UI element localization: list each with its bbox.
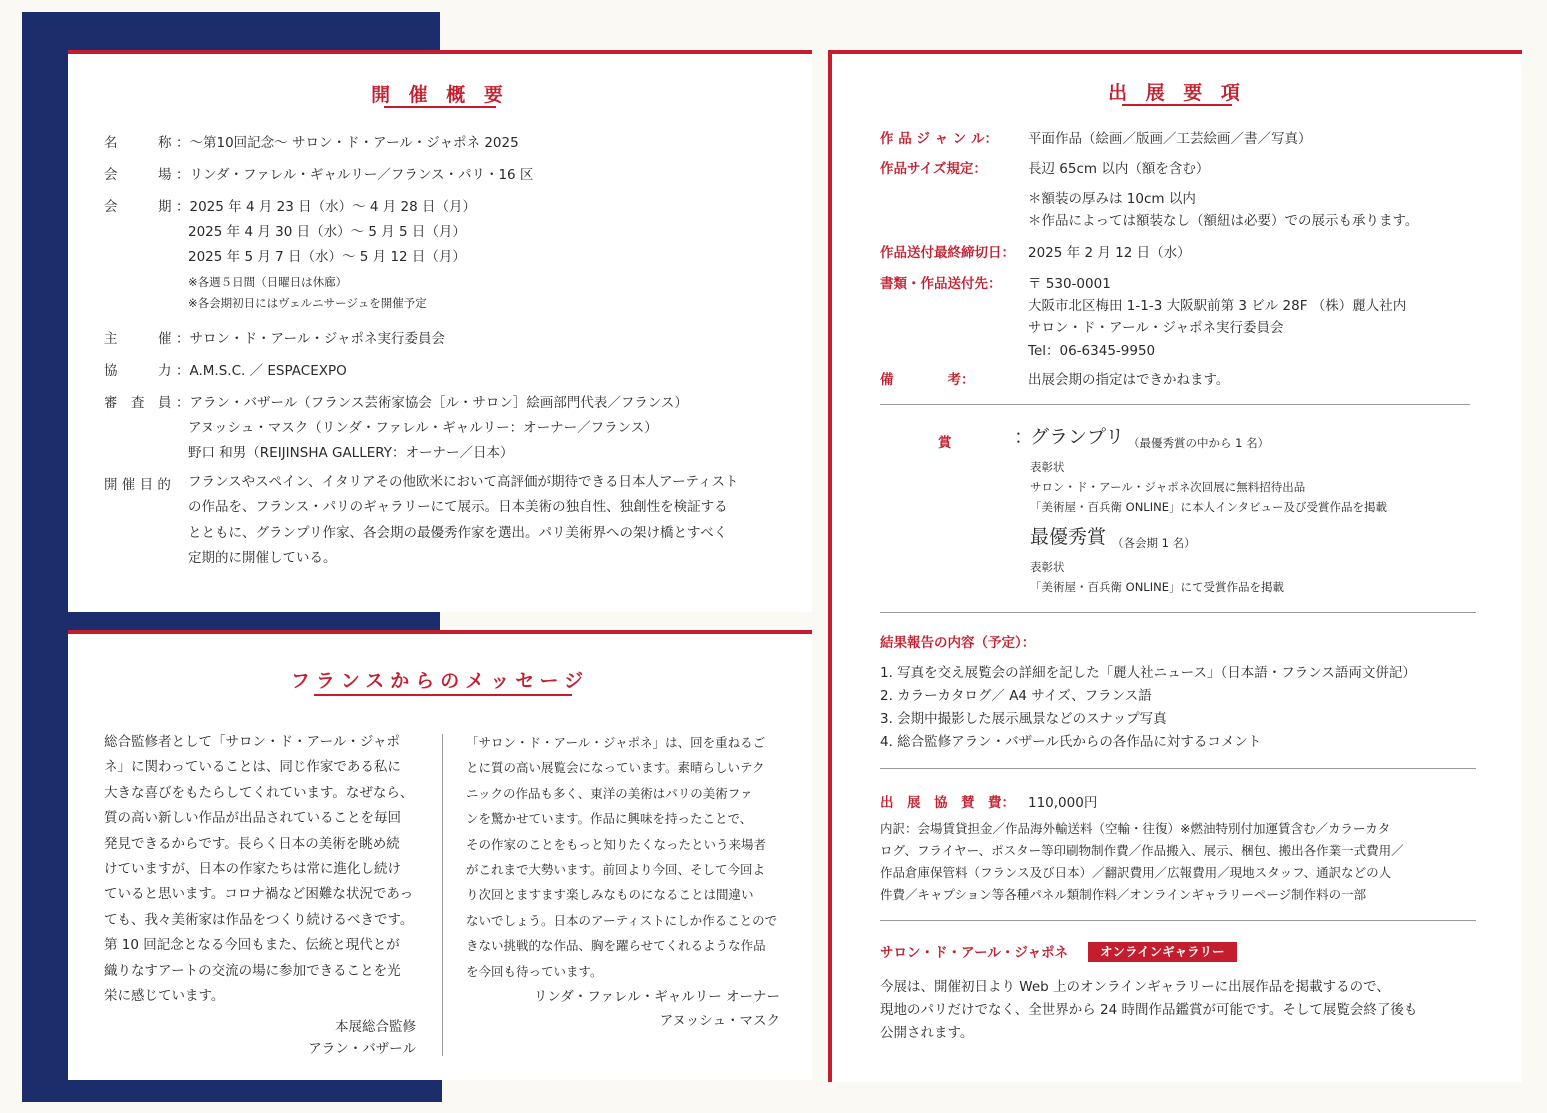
grand-prix-item: 表彰状	[1030, 460, 1065, 474]
message-left-sign-role: 本展総合監修	[335, 1019, 416, 1035]
deadline-label: 作品送付最終締切日：	[880, 245, 1015, 261]
overview-value-name: ：～第10回記念～ サロン・ド・アール・ジャポネ 2025	[176, 135, 519, 151]
overview-judge-2: アヌッシュ・マスク（リンダ・ファレル・ギャルリー：オーナー／フランス）	[188, 420, 658, 436]
address-line: 〒 530-0001	[1028, 276, 1111, 292]
overview-title: 開 催 概 要	[371, 84, 509, 106]
report-item: 2. カラーカタログ／ A4 サイズ、フランス語	[880, 688, 1152, 704]
overview-judge-1: ：アラン・バザール（フランス芸術家協会［ル・サロン］絵画部門代表／フランス）	[176, 395, 688, 411]
overview-period-note-2: ※各会期初日にはヴェルニサージュを開催予定	[188, 296, 427, 310]
best-award-note: （各会期 1 名）	[1112, 536, 1196, 550]
message-left-line: ても、我々美術家は作品をつくり続けるべきです。	[104, 911, 414, 928]
overview-purpose-text	[188, 470, 739, 572]
remarks-value: 出展会期の指定はできかねます。	[1028, 372, 1230, 388]
overview-label-cooperation: 協 力	[104, 363, 172, 379]
size-label: 作品サイズ規定：	[880, 161, 987, 177]
size-note-1: ＊額装の厚みは 10cm 以内	[1028, 191, 1196, 207]
overview-label-period: 会 期	[104, 199, 172, 215]
fee-value: 110,000円	[1028, 795, 1098, 811]
remarks-label: 備 考：	[880, 372, 975, 388]
overview-period-note-1: ※各週５日間（日曜日は休廊）	[188, 275, 348, 289]
overview-value-venue: ：リンダ・ファレル・ギャルリー／フランス・パリ・16 区	[176, 167, 534, 183]
message-left-line: 第 10 回記念となる今回もまた、伝統と現代とが	[104, 937, 400, 954]
genre-label: 作 品 ジ ャ ン ル：	[880, 131, 998, 147]
message-left-text	[104, 730, 413, 1009]
address-line: Tel：06-6345-9950	[1028, 343, 1156, 359]
message-right-line: ないでしょう。日本のアーティストにしか作ることので	[466, 912, 778, 928]
best-award-item: 表彰状	[1030, 560, 1065, 574]
overview-label-venue: 会 場	[104, 167, 172, 183]
genre-value: 平面作品（絵画／版画／工芸絵画／書／写真）	[1028, 131, 1312, 147]
online-text-line: 公開されます。	[880, 1025, 974, 1041]
grand-prix-note: （最優秀賞の中から 1 名）	[1128, 436, 1270, 450]
overview-judge-3: 野口 和男（REIJINSHA GALLERY：オーナー／日本）	[188, 445, 514, 461]
overview-period-3: 2025 年 5 月 7 日（水）～ 5 月 12 日（月）	[188, 249, 466, 265]
deadline-value: 2025 年 2 月 12 日（水）	[1028, 245, 1191, 261]
message-right-line: その作家のことをもっと知りたくなったという来場者	[466, 836, 767, 852]
message-panel	[68, 630, 812, 1080]
overview-purpose-line: 定期的に開催している。	[188, 550, 337, 567]
message-left-line: けていますが、日本の作家たちは常に進化し続け	[104, 861, 401, 878]
overview-label-name: 名 称	[104, 135, 172, 151]
message-right-sign-role: リンダ・ファレル・ギャルリー オーナー	[533, 989, 780, 1005]
message-right-line: きない挑戦的な作品、胸を躍らせてくれるような作品	[466, 938, 766, 954]
message-left-line: 総合監修者として「サロン・ド・アール・ジャポ	[104, 734, 401, 750]
address-label: 書類・作品送付先：	[880, 276, 1002, 292]
overview-title-underline	[384, 106, 496, 108]
requirements-title: 出 展 要 項	[1108, 82, 1246, 104]
message-right-line: ニックの作品も多く、東洋の美術はパリの美術ファ	[466, 785, 753, 801]
report-item: 1. 写真を交え展覧会の詳細を記した「麗人社ニュース」（日本語・フランス語両文併記）	[880, 665, 1416, 681]
divider	[880, 612, 1476, 613]
report-item: 3. 会期中撮影した展示風景などのスナップ写真	[880, 711, 1167, 727]
message-right-line: り次回とますます楽しみなものになることは間違い	[466, 887, 754, 903]
grand-prix-title: グランプリ	[1030, 426, 1125, 448]
message-title: フランスからのメッセージ	[290, 670, 590, 692]
overview-purpose-line: とともに、グランプリ作家、各会期の最優秀作家を選出。パリ美術界への架け橋とすべく	[188, 524, 728, 541]
overview-value-organizer: ：サロン・ド・アール・ジャポネ実行委員会	[176, 331, 446, 347]
message-column-divider	[442, 734, 443, 1056]
message-left-line: 大きな喜びをもたらしてくれています。なぜなら、	[104, 784, 414, 801]
message-left-line: ていると思います。コロナ禍など困難な状況であっ	[104, 886, 414, 903]
address-line: 大阪市北区梅田 1-1-3 大阪駅前第 3 ビル 28F （株）麗人社内	[1028, 298, 1407, 314]
overview-label-organizer: 主 催	[104, 331, 172, 347]
message-right-line: とに質の高い展覧会になっています。素晴らしいテク	[466, 760, 765, 776]
report-item: 4. 総合監修アラン・バザール氏からの各作品に対するコメント	[880, 734, 1262, 750]
best-award-title: 最優秀賞	[1030, 526, 1107, 548]
overview-purpose-line: の作品を、フランス・パリのギャラリーにて展示。日本美術の独自性、独創性を検証する	[188, 499, 728, 516]
divider	[880, 920, 1476, 921]
grand-prix-item: サロン・ド・アール・ジャポネ次回展に無料招待出品	[1030, 480, 1306, 494]
message-left-line: 質の高い新しい作品が出品されていることを毎回	[104, 810, 401, 827]
fee-breakdown-line: 作品倉庫保管料（フランス及び日本）／翻訳費用／広報費用／現地スタッフ、通訳などの人	[880, 865, 1392, 880]
message-right-line: がこれまで大勢います。前回より今回、そして今回よ	[466, 862, 766, 878]
overview-value-cooperation: ：A.M.S.C. ／ ESPACEXPO	[176, 363, 347, 379]
report-label: 結果報告の内容（予定）：	[880, 635, 1036, 651]
fee-breakdown-line: ログ、フライヤー、ポスター等印刷物制作費／作品搬入、展示、梱包、搬出各作業一式費用／	[880, 843, 1404, 858]
message-title-underline	[314, 694, 572, 696]
requirements-panel	[828, 50, 1522, 1082]
fee-breakdown-line: 内訳：会場賃貸担金／作品海外輸送料（空輸・往復）※燃油特別付加運賃含む／カラーカタ	[880, 821, 1391, 836]
message-right-line: ンを驚かせています。作品に興味を持ったことで、	[466, 811, 753, 827]
overview-period-2: 2025 年 4 月 30 日（水）～ 5 月 5 日（月）	[188, 224, 466, 240]
divider	[880, 768, 1476, 769]
message-right-sign-name: アヌッシュ・マスク	[659, 1013, 780, 1029]
online-label: サロン・ド・アール・ジャポネ	[880, 945, 1069, 961]
prize-label: 賞	[938, 435, 952, 451]
message-right-line: を今回も待っています。	[466, 963, 603, 979]
grand-prix-item: 「美術屋・百兵衛 ONLINE」に本人インタビュー及び受賞作品を掲載	[1030, 500, 1388, 514]
prize-colon: ：	[1014, 426, 1034, 448]
fee-breakdown-line: 件費／キャプション等各種パネル類制作料／オンラインギャラリーページ制作料の一部	[880, 887, 1367, 902]
overview-panel	[68, 50, 812, 612]
overview-label-purpose: 開 催 目 的	[104, 477, 171, 493]
fee-label: 出 展 協 賛 費：	[880, 795, 1015, 811]
overview-period-1: ：2025 年 4 月 23 日（水）～ 4 月 28 日（月）	[176, 199, 477, 215]
divider	[880, 404, 1470, 405]
message-left-sign-name: アラン・バザール	[308, 1041, 416, 1057]
message-right-text	[466, 730, 777, 984]
message-left-line: 栄に感じています。	[104, 988, 225, 1005]
overview-label-judges: 審 査 員	[104, 395, 172, 411]
overview-purpose-line: フランスやスペイン、イタリアその他欧米において高評価が期待できる日本人アーティスト	[188, 474, 739, 490]
size-note-2: ＊作品によっては額装なし（額紐は必要）での展示も承ります。	[1028, 213, 1419, 229]
message-left-line: 発見できるからです。長らく日本の美術を眺め続	[104, 835, 400, 852]
best-award-item: 「美術屋・百兵衛 ONLINE」にて受賞作品を掲載	[1030, 580, 1284, 594]
message-right-line: 「サロン・ド・アール・ジャポネ」は、回を重ねるご	[466, 735, 766, 750]
online-text-line: 現地のパリだけでなく、全世界から 24 時間作品鑑賞が可能です。そして展覧会終了後も	[880, 1002, 1418, 1018]
online-text-line: 今展は、開催初日より Web 上のオンラインギャラリーに出展作品を掲載するので、	[880, 979, 1390, 995]
size-value: 長辺 65cm 以内（額を含む）	[1028, 161, 1210, 177]
message-left-line: 織りなすアートの交流の場に参加できることを光	[104, 962, 401, 979]
message-left-line: ネ」に関わっていることは、同じ作家である私に	[104, 759, 401, 776]
requirements-title-underline	[1122, 104, 1232, 106]
online-gallery-badge: オンラインギャラリー	[1088, 942, 1237, 962]
address-line: サロン・ド・アール・ジャポネ実行委員会	[1028, 320, 1284, 336]
